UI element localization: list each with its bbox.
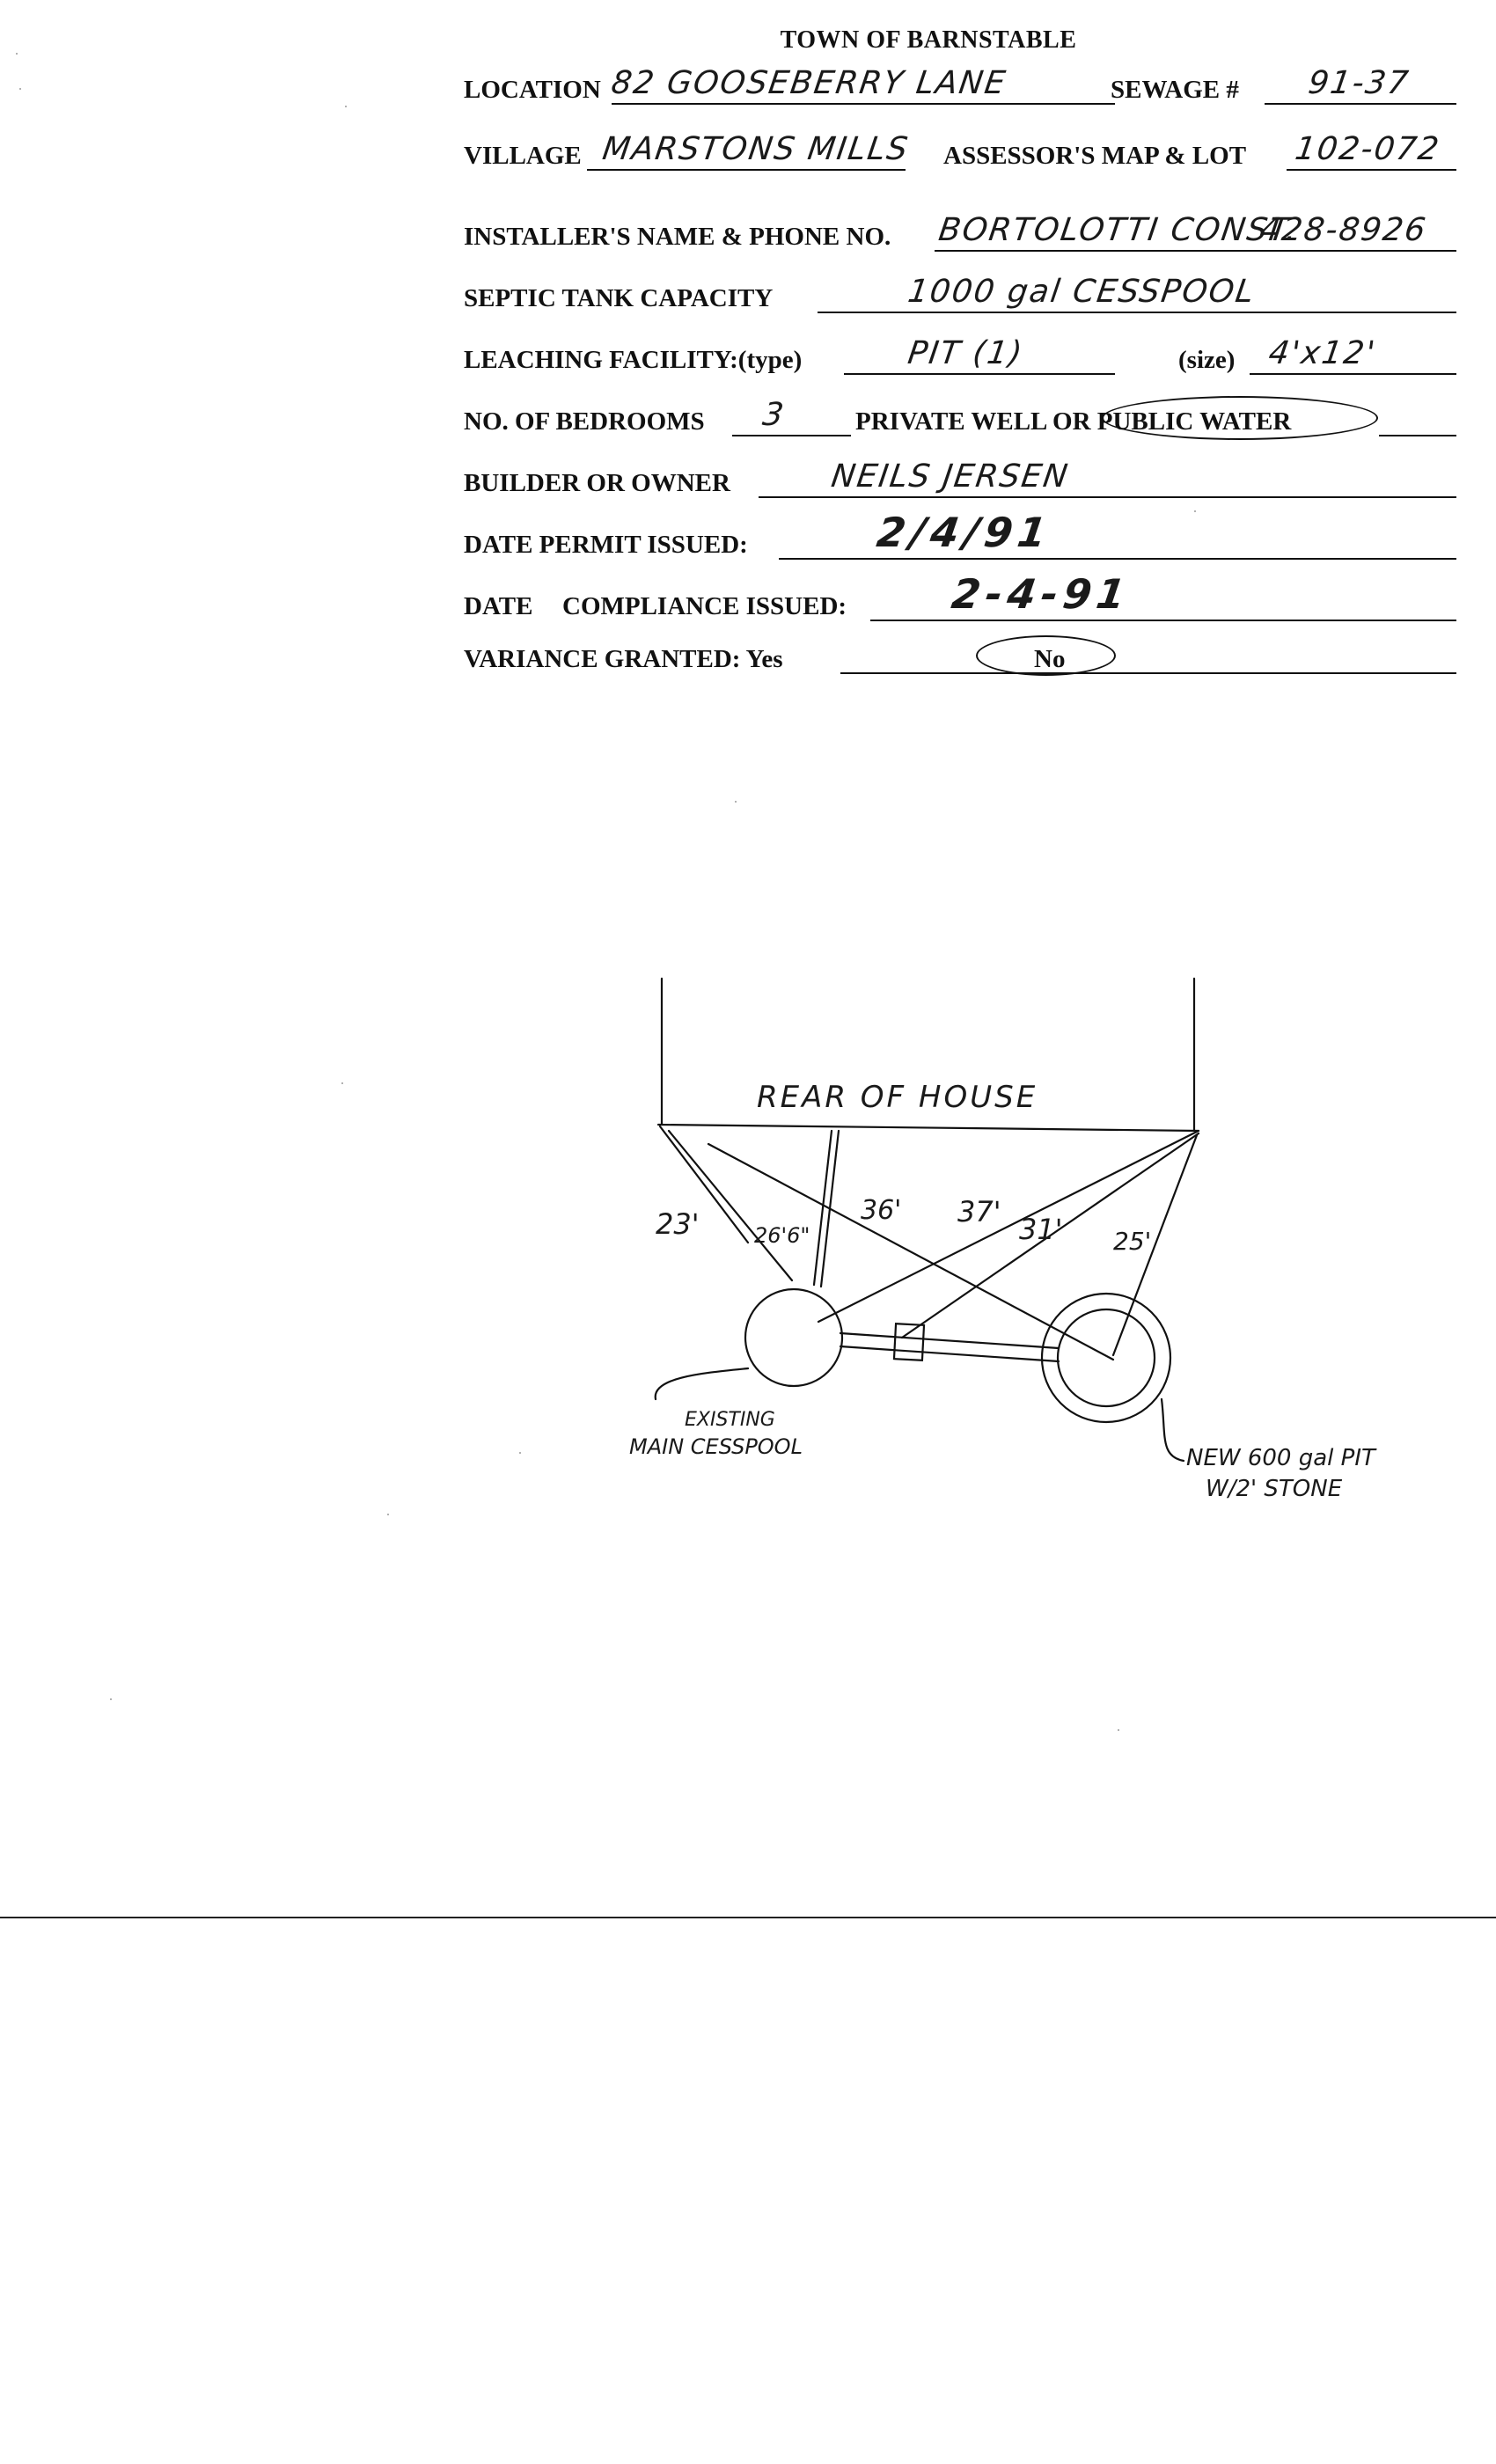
scan-speck bbox=[1118, 1729, 1119, 1731]
bedrooms-value: 3 bbox=[760, 397, 788, 433]
owner-label: BUILDER OR OWNER bbox=[464, 469, 730, 497]
scan-speck bbox=[735, 801, 737, 803]
leaching-label: LEACHING FACILITY:(type) bbox=[464, 346, 803, 374]
sewage-value: 91-37 bbox=[1306, 65, 1412, 101]
new-pit-label-1: NEW 600 gal PIT bbox=[1186, 1445, 1375, 1471]
assessor-label: ASSESSOR'S MAP & LOT bbox=[943, 142, 1247, 170]
house-label: REAR OF HOUSE bbox=[757, 1080, 1038, 1115]
septic-value: 1000 gal CESSPOOL bbox=[906, 274, 1258, 310]
page-bottom-rule bbox=[0, 1917, 1496, 1918]
existing-label-2: MAIN CESSPOOL bbox=[629, 1434, 803, 1459]
permit-value: 2/4/91 bbox=[874, 509, 1055, 556]
new-pit-label-2: W/2' STONE bbox=[1206, 1476, 1343, 1502]
scan-speck bbox=[345, 106, 347, 107]
owner-value: NEILS JERSEN bbox=[829, 458, 1072, 495]
installer-phone: 428-8926 bbox=[1258, 212, 1430, 248]
installer-value: BORTOLOTTI CONST. bbox=[936, 212, 1302, 248]
leaching-value: PIT (1) bbox=[906, 335, 1026, 371]
size-value: 4'x12' bbox=[1266, 335, 1379, 371]
septic-label: SEPTIC TANK CAPACITY bbox=[464, 284, 774, 312]
existing-label-1: EXISTING bbox=[685, 1409, 775, 1431]
village-label: VILLAGE bbox=[464, 142, 582, 170]
variance-no-label: No bbox=[1034, 645, 1066, 673]
assessor-value: 102-072 bbox=[1293, 131, 1443, 167]
location-label: LOCATION bbox=[464, 76, 601, 104]
scan-speck bbox=[110, 1698, 112, 1700]
bedrooms-label: NO. OF BEDROOMS bbox=[464, 407, 705, 436]
scan-speck bbox=[16, 53, 18, 55]
scan-speck bbox=[387, 1514, 389, 1515]
dim-26-6: 26'6" bbox=[754, 1223, 810, 1248]
sewage-label: SEWAGE # bbox=[1111, 76, 1239, 104]
compliance-date-label: DATE bbox=[464, 592, 533, 620]
dim-37: 37' bbox=[957, 1195, 1001, 1228]
scan-speck bbox=[519, 1452, 521, 1454]
dim-31: 31' bbox=[1019, 1213, 1063, 1246]
scan-speck bbox=[341, 1082, 343, 1084]
scan-speck bbox=[1194, 510, 1196, 512]
variance-label: VARIANCE GRANTED: Yes bbox=[464, 645, 783, 673]
dim-36: 36' bbox=[861, 1195, 902, 1226]
water-label: PRIVATE WELL OR PUBLIC WATER bbox=[855, 407, 1292, 436]
scan-speck bbox=[19, 88, 21, 90]
document-title: TOWN OF BARNSTABLE bbox=[780, 26, 1077, 54]
compliance-label: COMPLIANCE ISSUED: bbox=[562, 592, 847, 620]
dim-25: 25' bbox=[1113, 1227, 1152, 1256]
permit-label: DATE PERMIT ISSUED: bbox=[464, 531, 748, 559]
installer-label: INSTALLER'S NAME & PHONE NO. bbox=[464, 223, 891, 251]
compliance-value: 2-4-91 bbox=[949, 570, 1134, 618]
dim-23: 23' bbox=[656, 1207, 700, 1241]
village-value: MARSTONS MILLS bbox=[600, 131, 912, 167]
size-label: (size) bbox=[1178, 346, 1236, 374]
location-value: 82 GOOSEBERRY LANE bbox=[609, 65, 1009, 101]
